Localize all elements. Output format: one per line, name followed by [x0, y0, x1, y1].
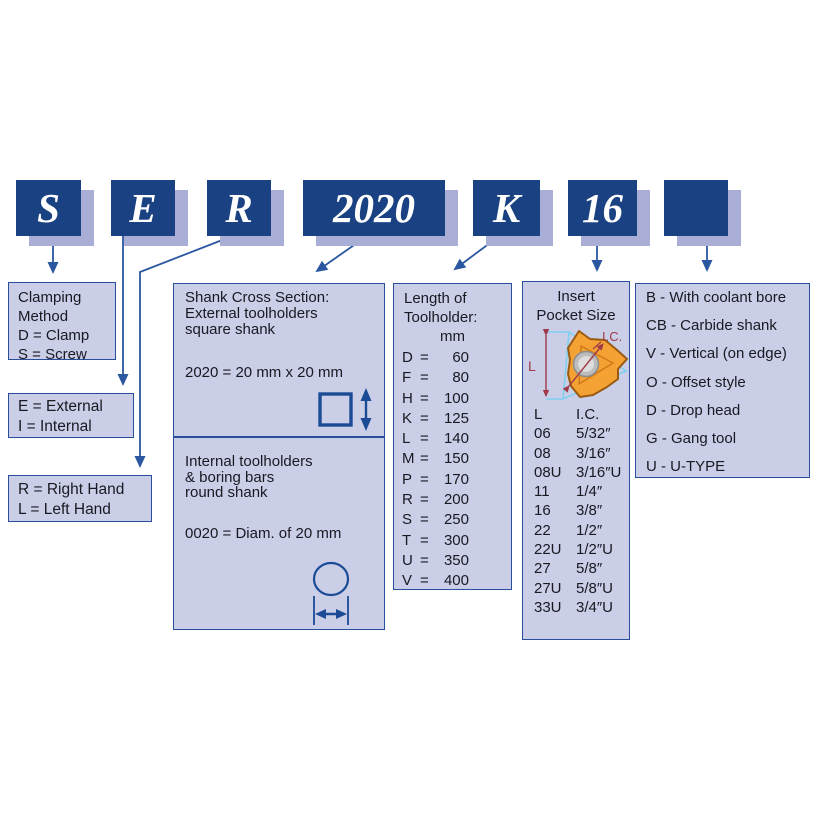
panel-line: Clamping — [18, 289, 82, 306]
insert-title — [523, 282, 629, 325]
table-row: R = 200 — [402, 491, 469, 509]
panel-line: round shank — [185, 484, 268, 501]
panel-line: I = Internal — [18, 418, 92, 435]
panel-line: CB - Carbide shank — [646, 317, 777, 335]
panel-line: & boring bars — [185, 468, 275, 486]
panel-option-codes — [635, 283, 810, 478]
code-box-insert-size — [568, 180, 637, 236]
table-row: V = 400 — [402, 572, 469, 590]
panel-external-internal — [8, 393, 134, 438]
arrow-length — [455, 240, 494, 269]
table-row: K = 125 — [402, 409, 469, 427]
code-letter: E — [129, 185, 157, 231]
code-box-option-empty — [664, 180, 728, 236]
table-row: F = 80 — [402, 369, 469, 387]
height-double-arrow-icon — [361, 388, 372, 431]
table-row: 06 5/32″ — [534, 425, 611, 443]
insert-size-table — [534, 405, 626, 617]
panel-line: Pocket Size — [536, 307, 616, 324]
panel-line: External toolholders — [185, 305, 318, 322]
diameter-double-arrow-icon — [315, 609, 347, 619]
code-box-hand — [207, 180, 271, 236]
code-letter: R — [225, 185, 253, 231]
panel-line: D = Clamp — [18, 327, 90, 344]
code-letter: 2020 — [333, 185, 415, 231]
square-shank-icon — [314, 387, 376, 433]
length-title — [394, 284, 511, 327]
table-header-row: L I.C. — [534, 406, 600, 423]
code-letter: 16 — [582, 185, 623, 231]
panel-line: V - Vertical (on edge) — [646, 345, 787, 363]
table-row: L = 140 — [402, 430, 469, 448]
code-box-length — [473, 180, 540, 236]
table-row: T = 300 — [402, 531, 469, 549]
shank-internal-example: 0020 = Diam. of 20 mm — [185, 525, 342, 542]
panel-line: E = External — [18, 398, 103, 415]
panel-line: Method — [18, 308, 69, 325]
table-row: S = 250 — [402, 511, 469, 529]
length-table — [402, 348, 511, 592]
panel-line: L = Left Hand — [18, 501, 111, 518]
table-row: 08 3/16″ — [534, 444, 611, 462]
table-row: 08U 3/16″U — [534, 463, 622, 481]
panel-line: O - Offset style — [646, 373, 746, 391]
panel-shank-cross-section — [173, 283, 385, 630]
table-row: 16 3/8″ — [534, 502, 603, 520]
table-row: D = 60 — [402, 349, 469, 366]
panel-line: U - U-TYPE — [646, 458, 726, 476]
code-box-clamping — [16, 180, 81, 236]
panel-length — [393, 283, 512, 590]
panel-line: Internal toolholders — [185, 453, 313, 470]
table-row: H = 100 — [402, 389, 469, 407]
table-row: P = 170 — [402, 470, 469, 488]
panel-insert-pocket-size — [522, 281, 630, 640]
code-box-shank-size — [303, 180, 445, 236]
panel-clamping-method — [8, 282, 116, 363]
threading-insert-graphic — [523, 324, 631, 408]
shank-external-text — [185, 306, 318, 337]
length-unit: mm — [440, 328, 465, 345]
panel-line: square shank — [185, 320, 276, 338]
ic-dimension-label: I.C. — [602, 329, 623, 344]
panel-line: G - Gang tool — [646, 429, 737, 447]
panel-line: D - Drop head — [646, 401, 741, 419]
panel-line: Toolholder: — [404, 309, 478, 326]
l-dimension-label: L — [528, 358, 536, 374]
table-row: 22 1/2″ — [534, 521, 603, 539]
panel-line: Length of — [404, 290, 467, 307]
panel-divider — [174, 436, 384, 438]
table-row: 11 1/4″ — [534, 483, 603, 501]
arrow-shank — [317, 243, 357, 271]
table-row: 27U 5/8″U — [534, 579, 613, 597]
round-shank-icon — [309, 558, 371, 628]
code-letter: K — [492, 185, 521, 231]
panel-line: Insert — [557, 288, 595, 305]
shank-internal-text — [185, 454, 313, 501]
table-row: 22U 1/2″U — [534, 541, 613, 559]
panel-line: S = Screw — [18, 346, 87, 363]
table-row: 33U 3/4″U — [534, 598, 613, 616]
shank-title: Shank Cross Section: — [185, 289, 330, 306]
shank-external-example: 2020 = 20 mm x 20 mm — [185, 364, 343, 381]
panel-line: B - With coolant bore — [646, 289, 787, 306]
panel-hand — [8, 475, 152, 522]
table-row: M = 150 — [402, 450, 469, 468]
panel-line: R = Right Hand — [18, 481, 125, 498]
code-letter: S — [37, 185, 60, 231]
code-box-side — [111, 180, 175, 236]
table-row: U = 350 — [402, 551, 469, 569]
table-row: 27 5/8″ — [534, 560, 603, 578]
